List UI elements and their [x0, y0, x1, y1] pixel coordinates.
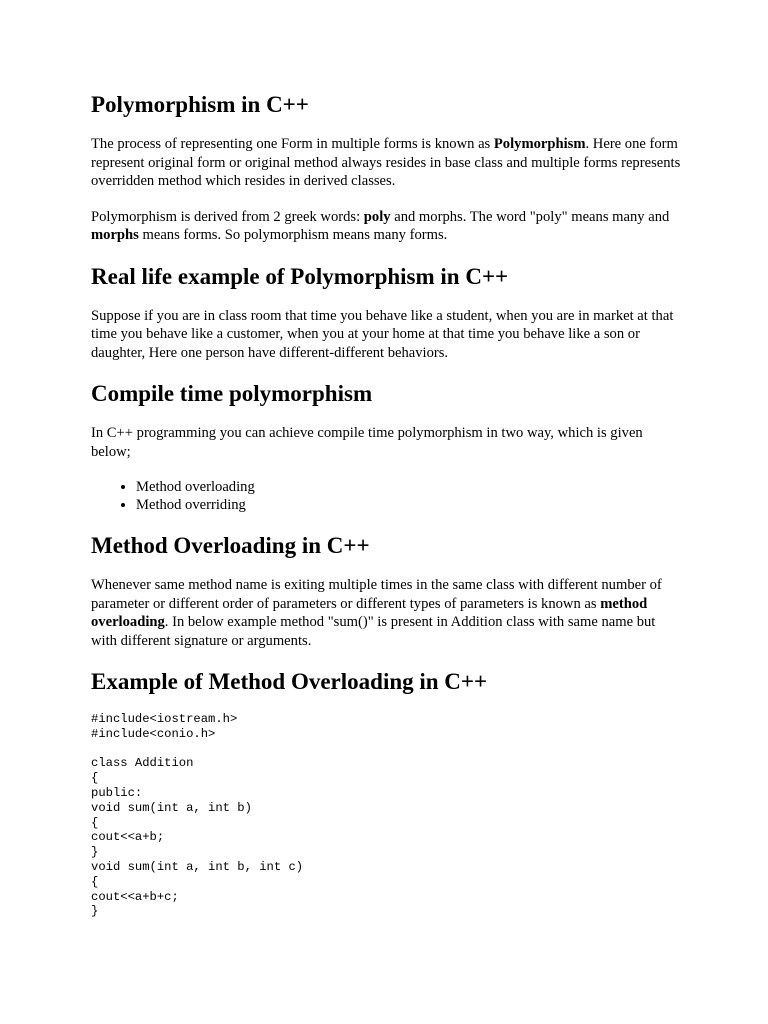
text-run: and morphs. The word "poly" means many and [390, 208, 670, 225]
text-run: . Here one form represent original form or original method always resides in base class and multiple forms represents overridden method which resides in derived classes. [91, 136, 681, 189]
bold-term-morphs: morphs [91, 227, 139, 243]
list-item: • Method overloading [136, 478, 681, 496]
text-run: means forms. So polymorphism means many forms. [138, 227, 448, 243]
heading-method-overloading: Method Overloading in C++ [91, 533, 370, 558]
paragraph-method-overloading [91, 576, 681, 650]
heading-real-life-example: Real life example of Polymorphism in C++ [91, 263, 509, 289]
paragraph-etymology [91, 208, 681, 245]
text-run: Polymorphism is derived from 2 greek words: [91, 208, 364, 225]
heading-polymorphism: Polymorphism in C++ [91, 92, 309, 117]
text-run: . In below example method "sum()" is present in Addition class with same name but with different signature or arguments. [91, 614, 656, 649]
document-page [91, 90, 681, 919]
bold-term-polymorphism: Polymorphism [493, 136, 586, 152]
text-run: The process of representing one Form in multiple forms is known as [91, 136, 494, 152]
heading-example-overloading: Example of Method Overloading in C++ [91, 669, 488, 694]
paragraph-definition [91, 135, 681, 191]
bold-term-method-overloading: method overloading [91, 595, 648, 630]
bold-term-poly: poly [363, 208, 391, 225]
heading-compile-time: Compile time polymorphism [91, 381, 373, 406]
bullet-list [91, 478, 681, 514]
code-block: #include<iostream.h> #include<conio.h> class Addition { public: void sum(int a, int b) { cout<<a+b; } void sum(int a, int b, int c) { cout<<a+b+c; } [91, 712, 304, 919]
list-item: • Method overriding [136, 496, 681, 514]
paragraph-compile-time: In C++ programming you can achieve compile time polymorphism in two way, which is given below; [91, 425, 643, 460]
text-run: Whenever same method name is exiting multiple times in the same class with different number of parameter or different order of parameters or different types of parameters is known as [91, 577, 662, 612]
paragraph-real-life: Suppose if you are in class room that time you behave like a student, when you are in market at that time you behave like a customer, when you at your home at that time you behave like a son or daughter, Here one person have different-different behaviors. [91, 307, 674, 361]
